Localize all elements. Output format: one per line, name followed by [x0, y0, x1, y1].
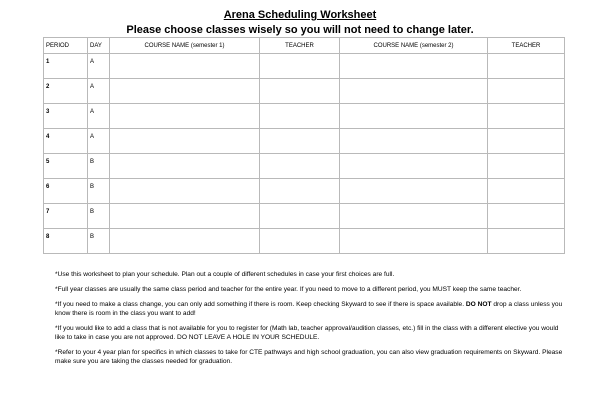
column-header-period: PERIOD [44, 38, 88, 54]
table-row [44, 204, 565, 229]
day-cell: A [88, 129, 110, 154]
note-class-change-text-end: drop a class unless you know there is room in the class you want to add! [55, 301, 563, 317]
table-row [44, 54, 565, 79]
column-header-course-sem2: COURSE NAME (semester 2) [340, 38, 488, 54]
period-cell: 3 [44, 104, 88, 129]
period-cell: 7 [44, 204, 88, 229]
header-row [44, 38, 565, 54]
day-cell: A [88, 79, 110, 104]
course-sem1-cell[interactable] [110, 104, 260, 129]
table-row [44, 179, 565, 204]
period-cell: 8 [44, 229, 88, 254]
teacher-sem2-cell[interactable] [488, 204, 565, 229]
course-sem1-cell[interactable] [110, 204, 260, 229]
course-sem2-cell[interactable] [340, 154, 488, 179]
table-row [44, 154, 565, 179]
note-full-year-classes: *Full year classes are usually the same class period and teacher for the entire year. If you need to move to a different period, you MUST keep the same teacher. [55, 286, 522, 293]
note-plan-schedule: *Use this worksheet to plan your schedule. Plan out a couple of different schedules in case your first choices are full. [55, 271, 395, 278]
course-sem2-cell[interactable] [340, 54, 488, 79]
course-sem2-cell[interactable] [340, 229, 488, 254]
course-sem2-cell[interactable] [340, 79, 488, 104]
course-sem1-cell[interactable] [110, 179, 260, 204]
note-unavailable-class: *If you would like to add a class that is not available for you to register for (Math lab, teacher approval/audition classes, etc.) fill in the class with a different elective you would like to take in case you are not approved. DO NOT LEAVE A HOLE IN YOUR SCHEDULE. [55, 325, 559, 341]
teacher-sem2-cell[interactable] [488, 154, 565, 179]
teacher-sem2-cell[interactable] [488, 104, 565, 129]
table-row [44, 79, 565, 104]
teacher-sem1-cell[interactable] [260, 204, 340, 229]
worksheet-subtitle: Please choose classes wisely so you will not need to change later. [126, 24, 474, 36]
teacher-sem1-cell[interactable] [260, 229, 340, 254]
period-cell: 6 [44, 179, 88, 204]
note-class-change [55, 300, 570, 318]
teacher-sem1-cell[interactable] [260, 104, 340, 129]
day-cell: B [88, 179, 110, 204]
course-sem1-cell[interactable] [110, 154, 260, 179]
day-cell: B [88, 229, 110, 254]
period-cell: 2 [44, 79, 88, 104]
day-cell: B [88, 204, 110, 229]
course-sem2-cell[interactable] [340, 104, 488, 129]
teacher-sem1-cell[interactable] [260, 54, 340, 79]
course-sem2-cell[interactable] [340, 179, 488, 204]
schedule-table [43, 37, 565, 254]
teacher-sem2-cell[interactable] [488, 229, 565, 254]
teacher-sem2-cell[interactable] [488, 54, 565, 79]
table-row [44, 129, 565, 154]
teacher-sem1-cell[interactable] [260, 154, 340, 179]
note-four-year-plan: *Refer to your 4 year plan for specifics in which classes to take for CTE pathways and high school graduation, you can also view graduation requirements on Skyward. Please make sure you are taking the classes needed for graduation. [55, 349, 563, 365]
course-sem2-cell[interactable] [340, 204, 488, 229]
teacher-sem2-cell[interactable] [488, 179, 565, 204]
course-sem1-cell[interactable] [110, 229, 260, 254]
course-sem1-cell[interactable] [110, 54, 260, 79]
column-header-teacher-sem2: TEACHER [488, 38, 565, 54]
day-cell: A [88, 104, 110, 129]
teacher-sem1-cell[interactable] [260, 129, 340, 154]
table-row [44, 104, 565, 129]
day-cell: A [88, 54, 110, 79]
course-sem1-cell[interactable] [110, 129, 260, 154]
column-header-teacher-sem1: TEACHER [260, 38, 340, 54]
teacher-sem2-cell[interactable] [488, 79, 565, 104]
period-cell: 4 [44, 129, 88, 154]
day-cell: B [88, 154, 110, 179]
note-class-change-text: *If you need to make a class change, you can only add something if there is room. Keep checking Skyward to see if there is space available. [55, 301, 466, 308]
period-cell: 1 [44, 54, 88, 79]
column-header-day: DAY [88, 38, 110, 54]
worksheet-title: Arena Scheduling Worksheet [223, 9, 377, 21]
table-row [44, 229, 565, 254]
course-sem2-cell[interactable] [340, 129, 488, 154]
teacher-sem1-cell[interactable] [260, 79, 340, 104]
course-sem1-cell[interactable] [110, 79, 260, 104]
teacher-sem1-cell[interactable] [260, 179, 340, 204]
instructions [55, 270, 570, 372]
note-do-not-emphasis: DO NOT [465, 301, 492, 308]
period-cell: 5 [44, 154, 88, 179]
column-header-course-sem1: COURSE NAME (semester 1) [110, 38, 260, 54]
teacher-sem2-cell[interactable] [488, 129, 565, 154]
